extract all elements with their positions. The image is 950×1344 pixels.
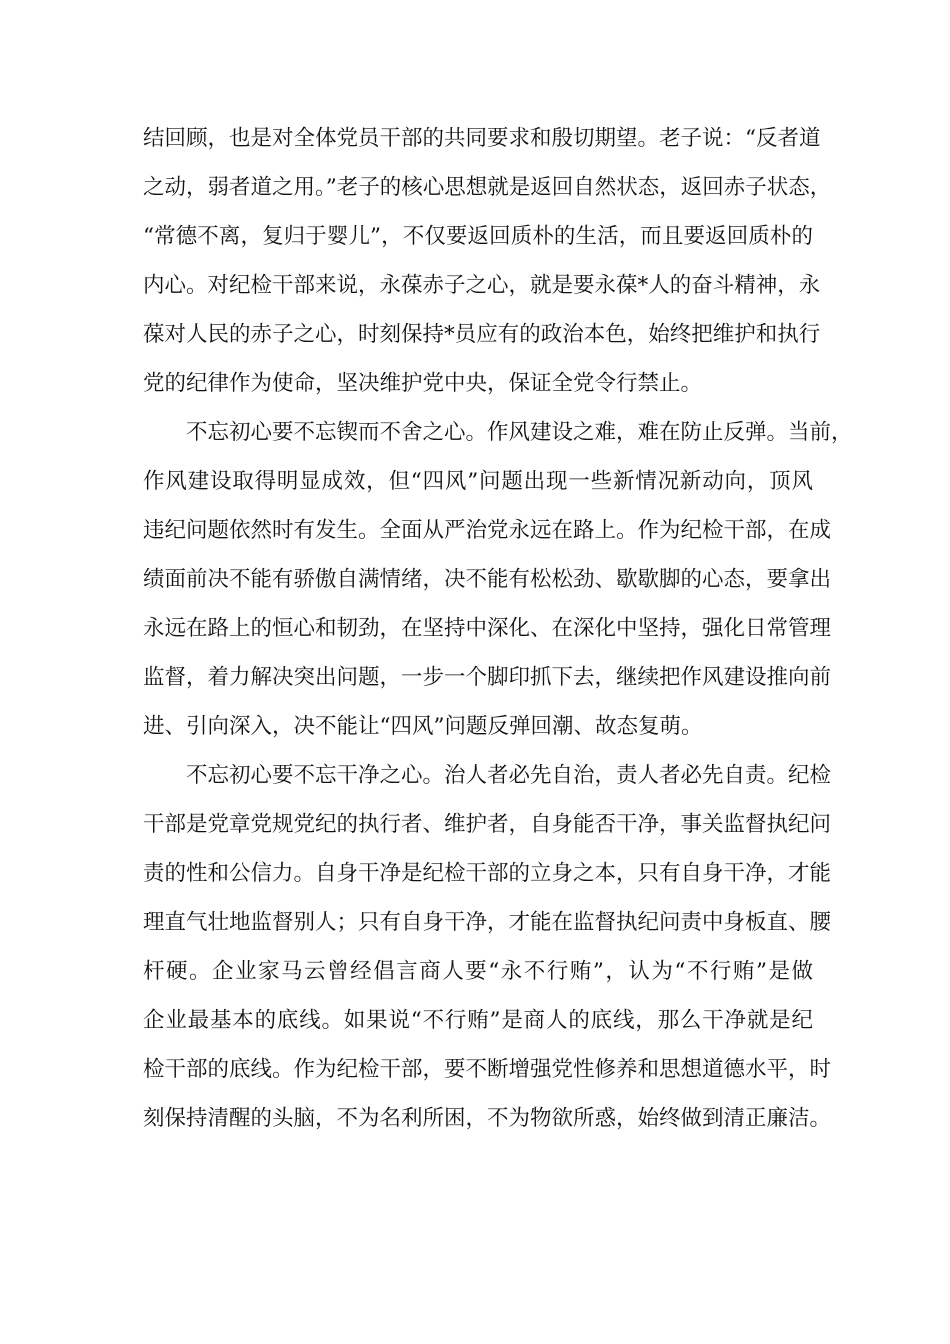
text-line: 内心。对纪检干部来说，永葆赤子之心，就是要永葆*人的奋斗精神，永: [143, 273, 821, 298]
text-line: 作风建设取得明显成效，但“四风”问题出现一些新情况新动向，顶风: [143, 469, 813, 494]
paragraph-first-line: 不忘初心要不忘锲而不舍之心。作风建设之难，难在防止反弹。当前，: [186, 420, 853, 445]
text-line: 企业最基本的底线。如果说“不行贿”是商人的底线，那么干净就是纪: [143, 1008, 813, 1033]
text-line: 刻保持清醒的头脑，不为名利所困，不为物欲所惑，始终做到清正廉洁。: [143, 1106, 832, 1131]
text-line: 党的纪律作为使命，坚决维护党中央，保证全党令行禁止。: [143, 371, 703, 396]
text-line: 违纪问题依然时有发生。全面从严治党永远在路上。作为纪检干部，在成: [143, 518, 832, 543]
text-line: 结回顾，也是对全体党员干部的共同要求和殷切期望。老子说：“反者道: [143, 126, 821, 151]
text-line: 干部是党章党规党纪的执行者、维护者，自身能否干净，事关监督执纪问: [143, 812, 832, 837]
text-line: “常德不离，复归于婴儿”，不仅要返回质朴的生活，而且要返回质朴的: [143, 224, 813, 249]
text-line: 绩面前决不能有骄傲自满情绪，决不能有松松劲、歇歇脚的心态，要拿出: [143, 567, 832, 592]
text-line: 检干部的底线。作为纪检干部，要不断增强党性修养和思想道德水平，时: [143, 1057, 832, 1082]
text-line: 永远在路上的恒心和韧劲，在坚持中深化、在深化中坚持，强化日常管理: [143, 616, 832, 641]
text-line: 进、引向深入，决不能让“四风”问题反弹回潮、故态复萌。: [143, 714, 703, 739]
text-line: 理直气壮地监督别人；只有自身干净，才能在监督执纪问责中身板直、腰: [143, 910, 832, 935]
text-line: 之动，弱者道之用。”老子的核心思想就是返回自然状态，返回赤子状态，: [143, 175, 832, 200]
text-line: 葆对人民的赤子之心，时刻保持*员应有的政治本色，始终把维护和执行: [143, 322, 821, 347]
text-line: 责的性和公信力。自身干净是纪检干部的立身之本，只有自身干净，才能: [143, 861, 832, 886]
paragraph-first-line: 不忘初心要不忘干净之心。治人者必先自治，责人者必先自责。纪检: [186, 763, 832, 788]
text-line: 监督，着力解决突出问题，一步一个脚印抓下去，继续把作风建设推向前: [143, 665, 832, 690]
text-line: 杆硬。企业家马云曾经倡言商人要“永不行贿”，认为“不行贿”是做: [143, 959, 813, 984]
